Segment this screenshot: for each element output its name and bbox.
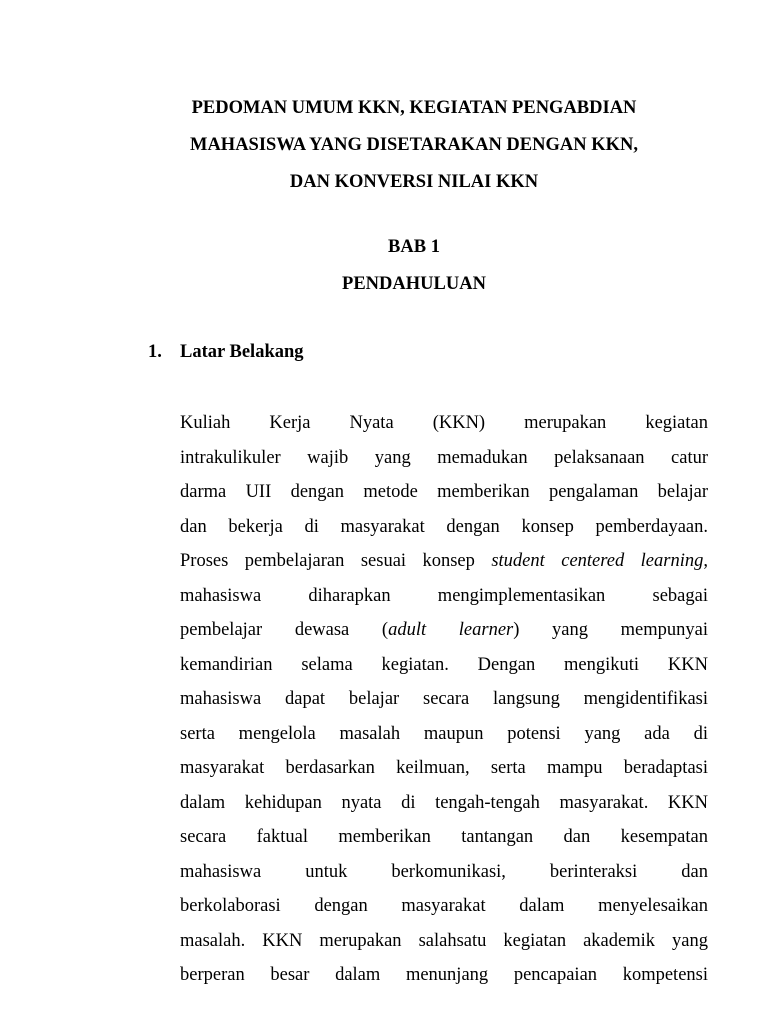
text-run: mahasiswa diharapkan mengimplementasikan sebagai <box>180 585 708 606</box>
paragraph-line <box>180 579 708 614</box>
paragraph-line <box>180 751 708 786</box>
paragraph-line <box>180 544 708 579</box>
paragraph-line <box>180 786 708 821</box>
document-title <box>120 90 708 201</box>
chapter-heading <box>120 229 708 303</box>
title-line: PEDOMAN UMUM KKN, KEGIATAN PENGABDIAN <box>191 98 637 118</box>
section-number: 1. <box>148 342 162 362</box>
italic-term: student centered learning <box>491 551 704 571</box>
text-run: mahasiswa untuk berkomunikasi, berinteraksi dan <box>180 861 708 882</box>
text-run: masyarakat berdasarkan keilmuan, serta mampu beradaptasi <box>180 758 708 778</box>
text-run: pembelajar dewasa ( <box>180 620 389 640</box>
text-run: dalam kehidupan nyata di tengah-tengah masyarakat. KKN <box>180 792 708 813</box>
paragraph-line <box>180 682 708 717</box>
title-line: DAN KONVERSI NILAI KKN <box>289 172 539 192</box>
section-heading <box>148 335 304 369</box>
text-run: secara faktual memberikan tantangan dan kesempatan <box>180 827 708 847</box>
paragraph-line <box>180 648 708 683</box>
text-run: Kuliah Kerja Nyata (KKN) merupakan kegiatan <box>180 413 708 433</box>
body-paragraph <box>180 406 708 993</box>
text-run: Proses pembelajaran sesuai konsep <box>180 551 492 571</box>
text-run: mahasiswa dapat belajar secara langsung mengidentifikasi <box>180 689 708 709</box>
section-title: Latar Belakang <box>180 342 304 362</box>
chapter-title: PENDAHULUAN <box>342 274 486 294</box>
text-run: , <box>703 551 708 571</box>
text-run: kemandirian selama kegiatan. Dengan mengikuti KKN <box>180 654 708 675</box>
paragraph-line <box>180 613 708 648</box>
chapter-number: BAB 1 <box>388 237 440 257</box>
text-run: berperan besar dalam menunjang pencapaian kompetensi <box>180 965 708 985</box>
paragraph-line <box>180 510 708 545</box>
text-run: serta mengelola masalah maupun potensi yang ada di <box>180 723 708 744</box>
text-run: darma UII dengan metode memberikan pengalaman belajar <box>180 482 708 502</box>
paragraph-line <box>180 820 708 855</box>
paragraph-line <box>180 958 708 993</box>
paragraph-line <box>180 889 708 924</box>
paragraph-line <box>180 924 708 959</box>
title-line: MAHASISWA YANG DISETARAKAN DENGAN KKN, <box>189 135 638 155</box>
text-run: berkolaborasi dengan masyarakat dalam menyelesaikan <box>180 896 708 916</box>
text-run: dan bekerja di masyarakat dengan konsep pemberdayaan. <box>180 516 708 537</box>
text-run: ) yang mempunyai <box>513 620 709 640</box>
paragraph-line <box>180 475 708 510</box>
italic-term: adult learner <box>388 620 514 640</box>
paragraph-line <box>180 406 708 441</box>
paragraph-line <box>180 441 708 476</box>
paragraph-line <box>180 717 708 752</box>
paragraph-line <box>180 855 708 890</box>
text-run: intrakulikuler wajib yang memadukan pelaksanaan catur <box>180 447 708 468</box>
text-run: masalah. KKN merupakan salahsatu kegiatan akademik yang <box>180 930 708 951</box>
